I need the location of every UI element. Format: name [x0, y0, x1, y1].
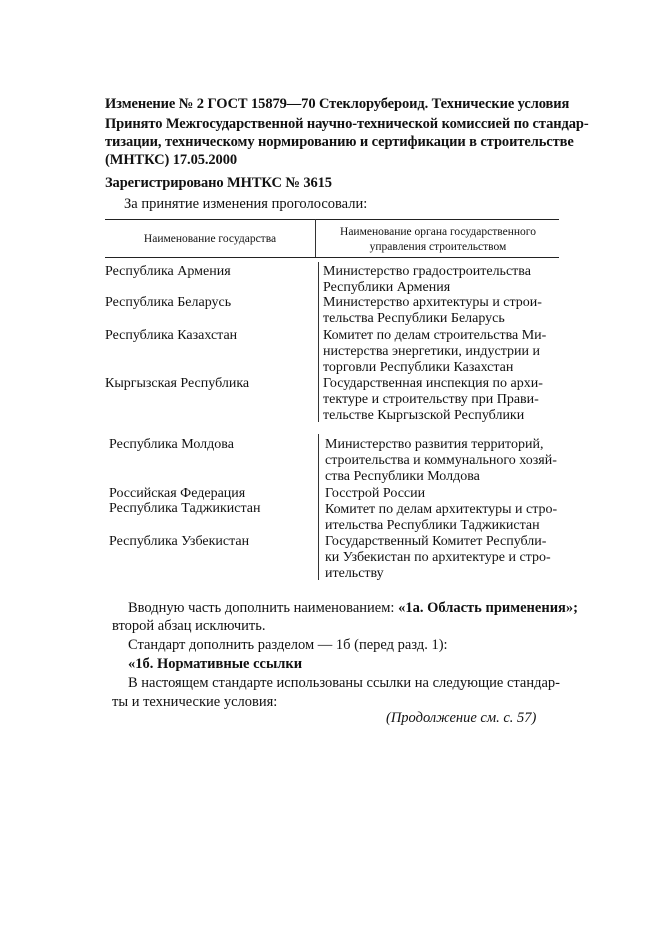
table-row-state: Республика Армения	[105, 264, 231, 279]
table-top-rule	[105, 219, 559, 220]
adopted-line-2: тизации, техническому нормированию и сертификации в строительстве	[105, 134, 574, 150]
section-1b-title: «1б. Нормативные ссылки	[128, 656, 303, 672]
table-row-state: Российская Федерация	[109, 486, 246, 501]
table-row-state: Республика Беларусь	[105, 295, 232, 310]
adopted-line-3: (МНТКС) 17.05.2000	[105, 152, 237, 168]
table-row-organ: Государственная инспекция по архи-	[323, 376, 543, 391]
adopted-line-1: Принято Межгосударственной научно-технической комиссией по стандар-	[105, 116, 589, 132]
header-state: Наименование государства	[143, 233, 277, 245]
continuation-note: (Продолжение см. с. 57)	[386, 710, 537, 726]
table-row-organ: Министерство архитектуры и строи-	[323, 295, 542, 310]
paragraph-references-line-2: ты и технические условия:	[112, 694, 278, 710]
table-row-organ: строительства и коммунального хозяй-	[325, 453, 557, 468]
table-row-organ: тельства Республики Беларусь	[323, 311, 505, 326]
table-row-state: Кыргызская Республика	[105, 376, 250, 391]
table-row-organ: торговли Республики Казахстан	[323, 360, 514, 375]
table-column-divider	[318, 434, 319, 580]
table-row-organ: Министерство развития территорий,	[325, 437, 544, 452]
table-row-organ: Министерство градостроительства	[323, 264, 531, 279]
amendment-title: Изменение № 2 ГОСТ 15879—70 Стеклорубероид. Технические условия	[105, 96, 570, 112]
table-header-bottom-rule	[105, 257, 559, 258]
paragraph-add-section: Стандарт дополнить разделом — 1б (перед разд. 1):	[128, 637, 448, 653]
table-row-organ: ки Узбекистан по архитектуре и стро-	[325, 550, 551, 565]
table-row-organ: Комитет по делам строительства Ми-	[323, 328, 547, 343]
table-row-organ: ства Республики Молдова	[325, 469, 480, 484]
table-row-state: Республика Узбекистан	[109, 534, 250, 549]
table-row-organ: ительства Республики Таджикистан	[325, 518, 540, 533]
table-row-organ: тельстве Кыргызской Республики	[323, 408, 525, 423]
table-column-divider	[318, 262, 319, 422]
registration-line: Зарегистрировано МНТКС № 3615	[105, 175, 332, 191]
table-row-state: Республика Молдова	[109, 437, 234, 452]
table-row-organ: Комитет по делам архитектуры и стро-	[325, 502, 558, 517]
table-row-organ: Республики Армения	[323, 280, 451, 295]
table-row-state: Республика Казахстан	[105, 328, 238, 343]
paragraph-intro-amendment	[128, 600, 578, 617]
paragraph-references-line-1: В настоящем стандарте использованы ссылки на следующие стандар-	[128, 675, 561, 691]
table-header-divider	[315, 219, 316, 257]
paragraph-second-abzac: второй абзац исключить.	[112, 618, 266, 634]
section-1a-title: «1а. Область применения»;	[398, 600, 578, 616]
table-row-organ: ительству	[325, 566, 384, 581]
header-organ-line-2: управления строительством	[369, 241, 507, 253]
table-row-organ: Государственный Комитет Республи-	[325, 534, 547, 549]
table-row-organ: тектуре и строительству при Прави-	[323, 392, 539, 407]
header-organ-line-1: Наименование органа государственного	[340, 226, 536, 238]
voting-intro: За принятие изменения проголосовали:	[124, 196, 368, 212]
paragraph-intro-text: Вводную часть дополнить наименованием:	[128, 600, 399, 616]
table-row-organ: нистерства энергетики, индустрии и	[323, 344, 540, 359]
table-row-organ: Госстрой России	[325, 486, 426, 501]
table-row-state: Республика Таджикистан	[109, 501, 261, 516]
